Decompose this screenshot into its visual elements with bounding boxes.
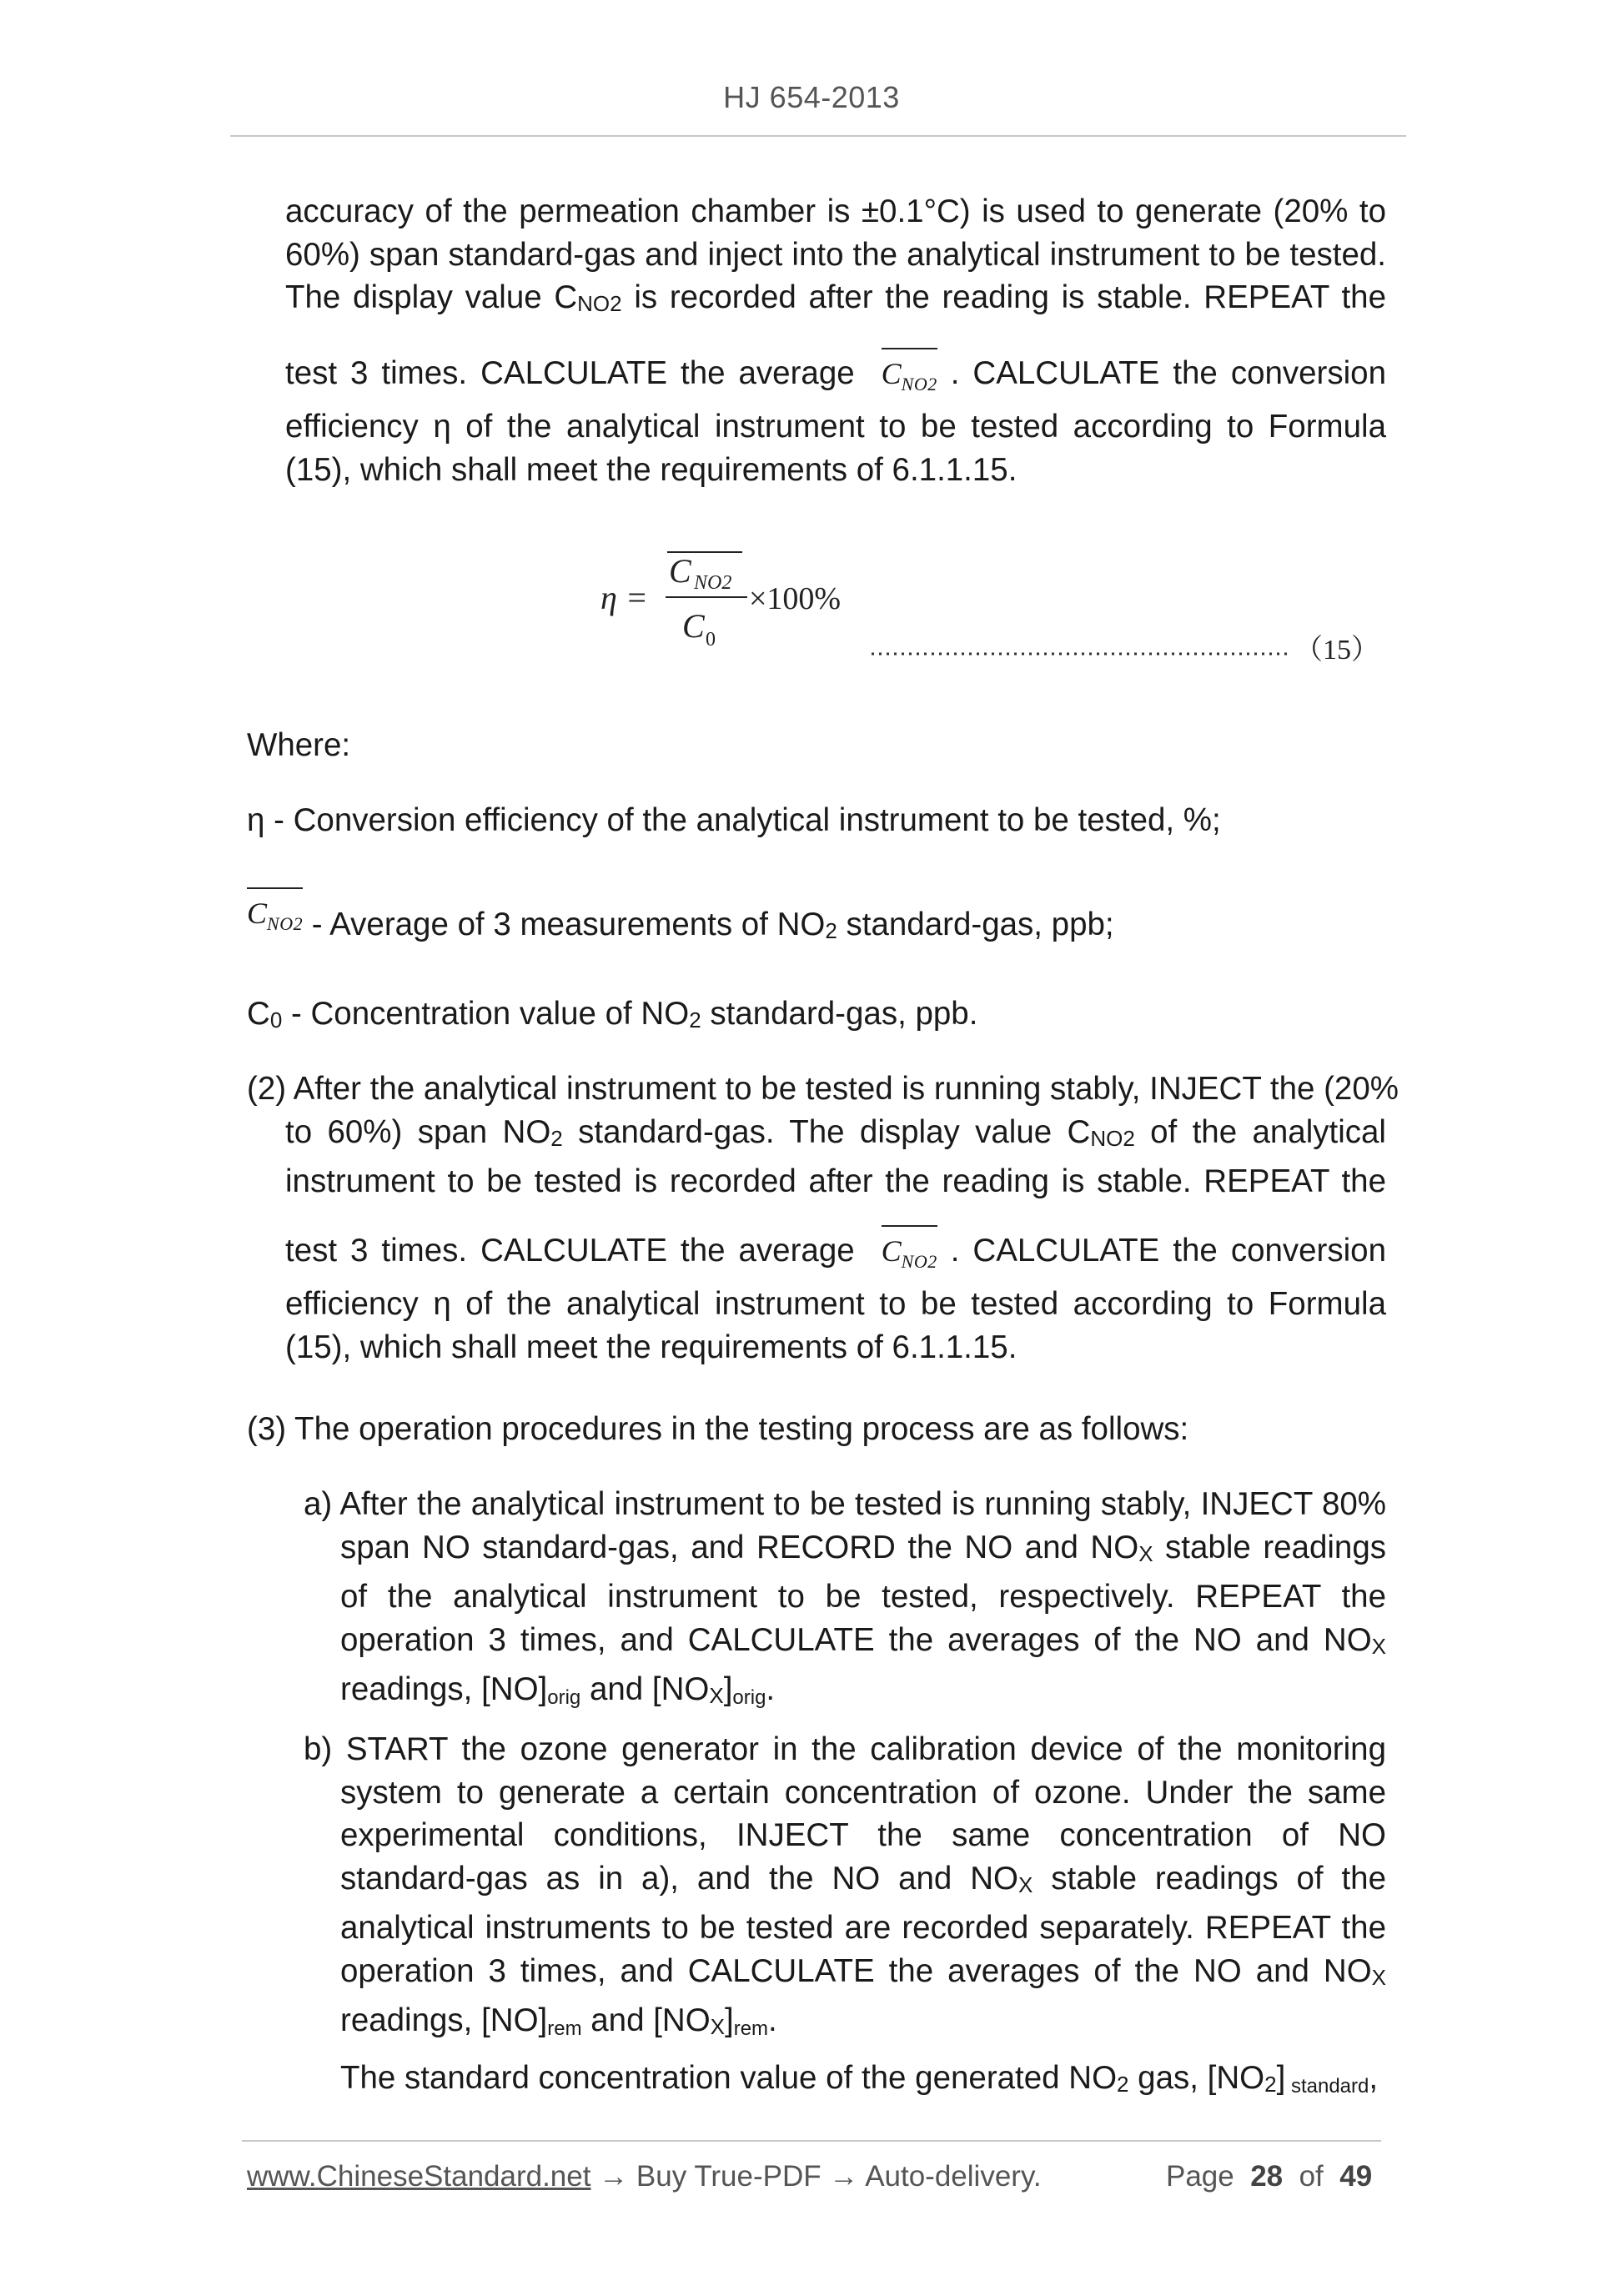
item-a (304, 1483, 1386, 1720)
p1-line-2: 60%) span standard-gas and inject into the analytical instrument to be tested. (285, 236, 1386, 273)
p2-line-5: efficiency η of the analytical instrument to be tested according to Formula (285, 1286, 1386, 1322)
arrow-icon: → (590, 2160, 636, 2193)
p1-line-1: accuracy of the permeation chamber is ±0.1°C) is used to generate (20% to (285, 193, 1386, 229)
header-divider (230, 135, 1406, 137)
denominator-subscript: 0 (706, 629, 716, 651)
a-line-2: span NO standard-gas, and RECORD the NO and NOX stable readings (340, 1529, 1386, 1566)
p1-line-6: (15), which shall meet the requirements of 6.1.1.15. (285, 451, 1018, 488)
paragraph-3: (3) The operation procedures in the testing process are as follows: (247, 1411, 1189, 1447)
page-indicator: Page 28 of 49 (1166, 2160, 1373, 2193)
denominator-c: C (682, 607, 705, 645)
numerator-c: C (669, 552, 691, 590)
footer-divider (242, 2140, 1381, 2142)
c-no2-definition: $C_{NO2}$ - Average of 3 measurements of NO2 standard-gas, ppb; (247, 887, 1114, 953)
b-line-2: system to generate a certain concentration of ozone. Under the same (340, 1774, 1386, 1811)
total-pages: 49 (1339, 2160, 1373, 2193)
b-line-3: experimental conditions, INJECT the same concentration of NO (340, 1817, 1386, 1853)
paragraph-2 (247, 1068, 1408, 1369)
a-line-5: readings, [NO]orig and [NOX]orig. (340, 1671, 776, 1709)
p1-line-3: The display value CNO2 is recorded after the reading is stable. REPEAT the (285, 279, 1386, 316)
p1-line-4: test 3 times. CALCULATE the average $C_{NO2}$ . CALCULATE the conversion (285, 348, 1386, 406)
a-line-4: operation 3 times, and CALCULATE the averages of the NO and NOX (340, 1621, 1386, 1659)
formula-15-graphic (584, 534, 1409, 667)
item-b (304, 1728, 1386, 2051)
p2-line-4: test 3 times. CALCULATE the average $C_{NO2}$ . CALCULATE the conversion (285, 1225, 1386, 1284)
current-page: 28 (1250, 2160, 1284, 2193)
formula-number: （15） (1294, 635, 1379, 666)
b-line-5: analytical instruments to be tested are recorded separately. REPEAT the (340, 1910, 1386, 1946)
standard-concentration-line: The standard concentration value of the generated NO2 gas, [NO2] standard, (340, 2060, 1379, 2098)
eta-symbol: η = (600, 579, 648, 616)
arrow-icon: → (821, 2160, 866, 2193)
a-line-3: of the analytical instrument to be tested, respectively. REPEAT the (340, 1579, 1386, 1615)
numerator-subscript: NO2 (694, 572, 732, 594)
auto-delivery-text: Auto-delivery. (865, 2160, 1042, 2193)
a-line-1: a) After the analytical instrument to be tested is running stably, INJECT 80% (304, 1486, 1386, 1522)
c-no2-average-symbol: $C_{NO2}$ (882, 1225, 937, 1284)
footer-left (247, 2160, 1042, 2193)
b-line-4: standard-gas as in a), and the NO and NOX stable readings of the (340, 1860, 1387, 1897)
c0-definition: C0 - Concentration value of NO2 standard-gas, ppb. (247, 996, 978, 1032)
buy-true-pdf-text: Buy True-PDF (636, 2160, 822, 2193)
where-label: Where: (247, 727, 351, 763)
chinese-standard-link[interactable]: www.ChineseStandard.net (247, 2160, 591, 2193)
p2-line-1: (2) After the analytical instrument to be tested is running stably, INJECT the (20% (247, 1071, 1399, 1107)
p2-line-2: to 60%) span NO2 standard-gas. The display value CNO2 of the analytical (285, 1113, 1386, 1151)
document-id-header: HJ 654-2013 (723, 80, 900, 114)
p1-line-5: efficiency η of the analytical instrument to be tested according to Formula (285, 409, 1386, 445)
times-100-percent: ×100% (749, 581, 842, 616)
b-line-1: b) START the ozone generator in the calibration device of the monitoring (304, 1731, 1386, 1767)
p2-line-3: instrument to be tested is recorded after the reading is stable. REPEAT the (285, 1163, 1386, 1199)
c-no2-average-symbol: $C_{NO2}$ (247, 887, 303, 946)
eta-definition: η - Conversion efficiency of the analytical instrument to be tested, %; (247, 802, 1221, 838)
b-line-6: operation 3 times, and CALCULATE the averages of the NO and NOX (340, 1952, 1386, 1990)
c-no2-average-symbol: $C_{NO2}$ (882, 348, 937, 406)
paragraph-1 (285, 190, 1386, 491)
p2-line-6: (15), which shall meet the requirements of 6.1.1.15. (285, 1329, 1018, 1365)
b-line-7: readings, [NO]rem and [NOX]rem. (340, 2002, 777, 2040)
formula-15 (584, 534, 1409, 667)
